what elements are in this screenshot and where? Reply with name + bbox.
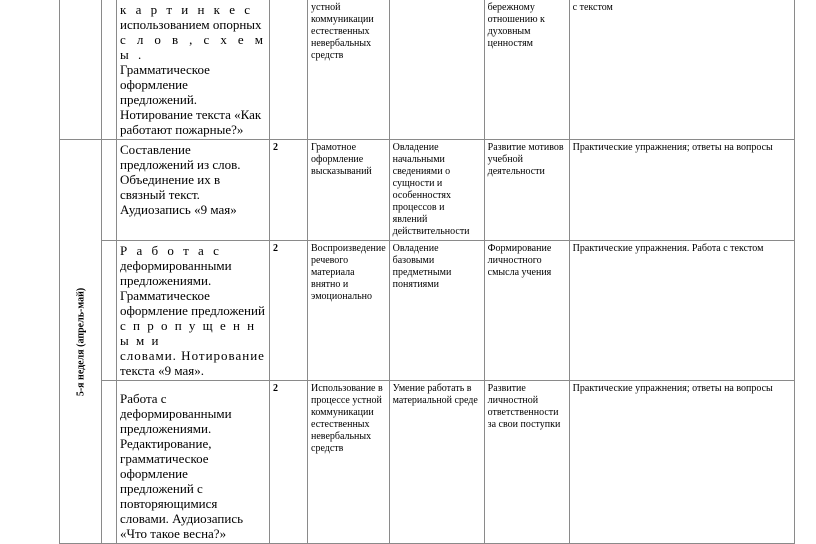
activity-cell: Практические упражнения. Работа с текстом [569,241,794,381]
hours-cell: 2 [270,241,308,381]
topic-line: деформированными [120,406,232,421]
meta-results-cell: Овладение базовыми предметными понятиями [389,241,484,381]
topic-line: оформление [120,466,188,481]
subject-results-cell: Грамотное оформление высказываний [308,140,390,241]
subject-results-cell: Использование в процессе устной коммуникации естественных невербальных средств [308,381,390,544]
table-row [60,241,795,381]
topic-line: Нотирование текста «Как [120,107,262,122]
meta-results-cell [389,0,484,140]
topic-line: предложений. [120,92,198,107]
hours-cell: 2 [270,381,308,544]
personal-results-cell: Развитие личностной ответственности за свои поступки [484,381,569,544]
personal-results-cell: бережному отношению к духовным ценностям [484,0,569,140]
topic-line: Грамматическое [120,288,210,303]
topic-line: оформление [120,77,188,92]
hours-cell: 2 [270,140,308,241]
topic-line: текста «9 мая». [120,363,204,378]
meta-results-cell: Овладение начальными сведениями о сущности и особенностях процессов и явлений действительности [389,140,484,241]
topic-line: Редактирование, [120,436,212,451]
date-cell [102,241,117,381]
topic-line: с л о в , с х е м ы . [120,32,266,62]
topic-line: работают пожарные?» [120,122,244,137]
topic-cell [117,140,270,241]
topic-line: предложениями. [120,421,212,436]
subject-results-cell: Воспроизведение речевого материала внятно и эмоционально [308,241,390,381]
topic-line: Составление [120,142,191,157]
table-row [60,381,795,544]
topic-line: предложениями. [120,273,212,288]
topic-line: повторяющимися [120,496,218,511]
topic-line: предложений с [120,481,203,496]
topic-line: деформированными [120,258,232,273]
topic-line: Объединение их в [120,172,221,187]
topic-line: грамматическое [120,451,209,466]
week-cell [60,140,102,544]
lesson-plan-table [59,0,795,544]
date-cell [102,0,117,140]
date-cell [102,381,117,544]
topic-line: связный текст. [120,187,200,202]
topic-line: словами. Аудиозапись [120,511,244,526]
topic-cell [117,381,270,544]
topic-cell [117,241,270,381]
topic-line: использованием опорных [120,17,262,32]
table-row [60,0,795,140]
topic-line: с п р о п у щ е н н ы м и [120,318,257,348]
activity-cell: Практические упражнения; ответы на вопросы [569,140,794,241]
activity-cell: с текстом [569,0,794,140]
topic-line: предложений из слов. [120,157,241,172]
topic-line: Р а б о т а с [120,243,222,258]
number-cell [60,0,102,140]
topic-line: Грамматическое [120,62,210,77]
date-cell [102,140,117,241]
meta-results-cell: Умение работать в материальной среде [389,381,484,544]
personal-results-cell: Развитие мотивов учебной деятельности [484,140,569,241]
topic-line: словами. Нотирование [120,348,265,363]
topic-line: Аудиозапись «9 мая» [120,202,237,217]
activity-cell: Практические упражнения; ответы на вопросы [569,381,794,544]
topic-line: к а р т и н к е с [120,2,254,17]
topic-line: оформление предложений [120,303,265,318]
hours-cell [270,0,308,140]
table-row [60,140,795,241]
week-label: 5-я неделя (апрель-май) [75,287,86,396]
topic-line: Работа с [120,391,167,406]
personal-results-cell: Формирование личностного смысла учения [484,241,569,381]
topic-cell [117,0,270,140]
topic-line: «Что такое весна?» [120,526,227,541]
subject-results-cell: устной коммуникации естественных невербальных средств [308,0,390,140]
